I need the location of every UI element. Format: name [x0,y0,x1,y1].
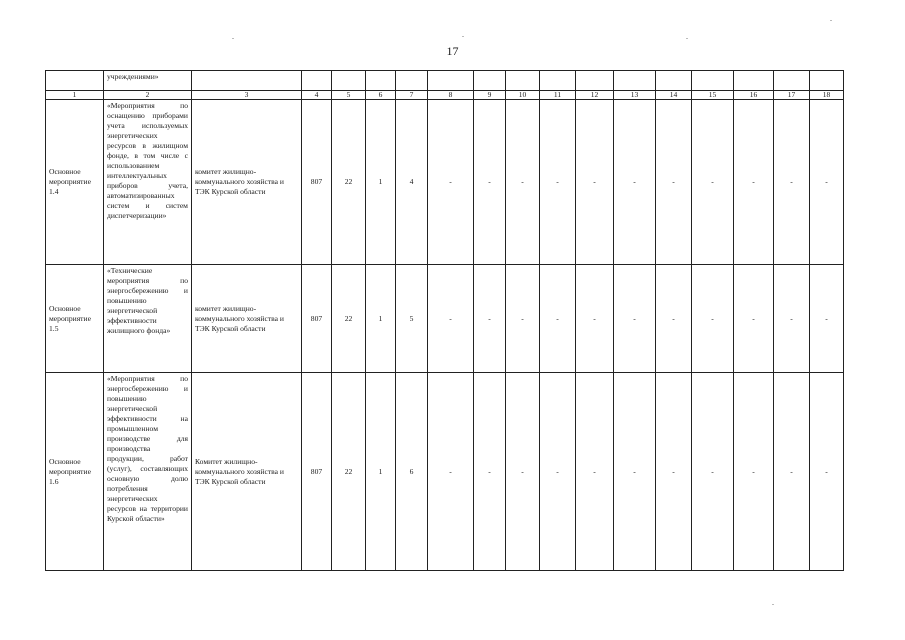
col-num-9: 9 [474,91,506,100]
cell-c17: - [774,265,810,373]
cell-c18: - [810,373,844,571]
cell-c13: - [614,100,656,265]
cell-c5: 22 [332,265,366,373]
cell-empty [192,71,302,91]
col-num-7: 7 [396,91,428,100]
col-num-2: 2 [104,91,192,100]
cell-c15: - [692,100,734,265]
scan-speck [830,20,832,21]
row-description: «Мероприятия по оснащению приборами учета используемых энергетических ресурсов в жилищном фонде, в том числе с использованием интеллектуальных приборов учета, автоматизированных систем и систем диспетчеризации» [104,100,192,265]
col-num-15: 15 [692,91,734,100]
continuation-text: учреждениями» [104,71,192,91]
cell-c5: 22 [332,373,366,571]
col-num-10: 10 [506,91,540,100]
cell-c14: - [656,265,692,373]
row-label: Основное мероприятие 1.5 [46,265,104,373]
cell-c4: 807 [302,265,332,373]
col-num-14: 14 [656,91,692,100]
cell-c12: - [576,373,614,571]
col-num-8: 8 [428,91,474,100]
budget-table [45,70,844,571]
cell-c15: - [692,373,734,571]
cell-c18: - [810,265,844,373]
scan-speck [232,38,234,39]
cell-c10: - [506,265,540,373]
cell-c11: - [540,373,576,571]
cell-c14: - [656,373,692,571]
cell-c10: - [506,100,540,265]
cell-c12: - [576,265,614,373]
cell-c13: - [614,373,656,571]
col-num-18: 18 [810,91,844,100]
cell-c16: - [734,265,774,373]
table-row [46,100,844,265]
row-description: «Мероприятия по энергосбережению и повышению энергетической эффективности на промышленном производстве для производства продукции, работ (услуг), составляющих основную долю потребления энергетических ресурсов на территории Курской области» [104,373,192,571]
cell-c16: - [734,100,774,265]
cell-c11: - [540,265,576,373]
cell-c6: 1 [366,100,396,265]
scan-speck [686,38,688,39]
scan-speck [772,604,774,605]
col-num-3: 3 [192,91,302,100]
cell-c6: 1 [366,373,396,571]
col-num-13: 13 [614,91,656,100]
cell-c9: - [474,100,506,265]
col-num-4: 4 [302,91,332,100]
cell-c10: - [506,373,540,571]
row-label: Основное мероприятие 1.6 [46,373,104,571]
cell-c4: 807 [302,373,332,571]
cell-c15: - [692,265,734,373]
cell-c17: - [774,100,810,265]
scan-speck [462,36,464,37]
col-num-1: 1 [46,91,104,100]
col-num-6: 6 [366,91,396,100]
cell-c8: - [428,373,474,571]
cell-c13: - [614,265,656,373]
cell-c7: 4 [396,100,428,265]
cell-c7: 6 [396,373,428,571]
cell-c8: - [428,100,474,265]
cell-c16: - [734,373,774,571]
row-executor: комитет жилищно-коммунального хозяйства и ТЭК Курской области [192,265,302,373]
cell-c8: - [428,265,474,373]
cell-c14: - [656,100,692,265]
col-num-17: 17 [774,91,810,100]
cell-c5: 22 [332,100,366,265]
cell-c4: 807 [302,100,332,265]
table-row [46,265,844,373]
cell-c9: - [474,373,506,571]
cell-c12: - [576,100,614,265]
row-executor: Комитет жилищно-коммунального хозяйства и ТЭК Курской области [192,373,302,571]
row-description: «Технические мероприятия по энергосбережению и повышению энергетической эффективности жилищного фонда» [104,265,192,373]
cell-c6: 1 [366,265,396,373]
cell-c18: - [810,100,844,265]
page-number: 17 [446,44,459,58]
cell-c9: - [474,265,506,373]
cell-c17: - [774,373,810,571]
col-num-11: 11 [540,91,576,100]
col-num-12: 12 [576,91,614,100]
col-num-5: 5 [332,91,366,100]
cell-empty [46,71,104,91]
row-label: Основное мероприятие 1.4 [46,100,104,265]
continuation-row [46,71,844,91]
row-executor: комитет жилищно-коммунального хозяйства и ТЭК Курской области [192,100,302,265]
col-num-16: 16 [734,91,774,100]
cell-c7: 5 [396,265,428,373]
cell-c11: - [540,100,576,265]
table-row [46,373,844,571]
column-number-row [46,91,844,100]
